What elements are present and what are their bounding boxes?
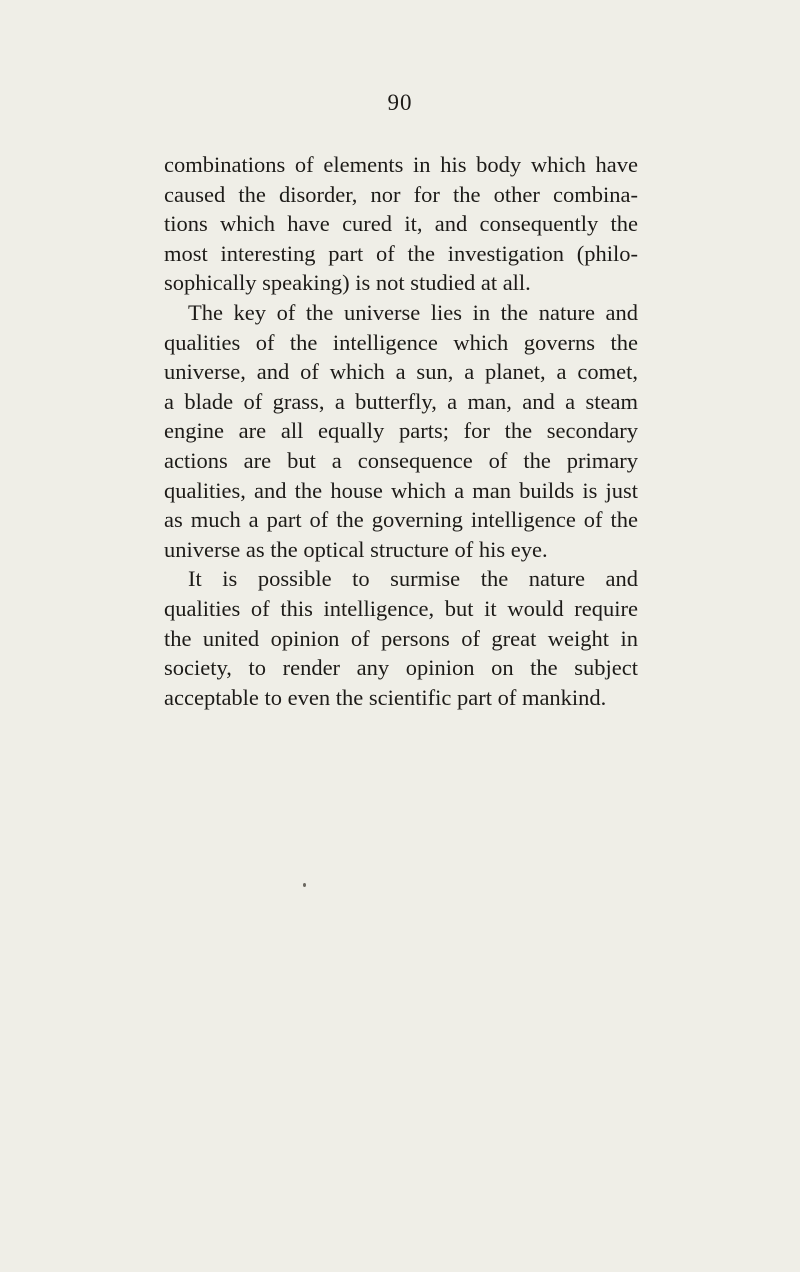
text-line: qualities, and the house which a man builds is just — [164, 477, 638, 503]
text-line: qualities of this intelligence, but it would require — [164, 595, 638, 621]
page-number: 90 — [387, 90, 413, 115]
text-line: qualities of the intelligence which governs the — [164, 329, 638, 355]
text-line: the united opinion of persons of great weight in — [164, 625, 638, 651]
paper-speck — [303, 883, 306, 887]
text-line: The key of the universe lies in the nature and — [188, 299, 638, 325]
text-line: acceptable to even the scientific part of mankind. — [164, 684, 607, 710]
text-line: society, to render any opinion on the subject — [164, 655, 638, 681]
text-line: sophically speaking) is not studied at all. — [164, 270, 531, 296]
text-line: a blade of grass, a butterfly, a man, and a steam — [164, 388, 638, 414]
text-line: as much a part of the governing intelligence of the — [164, 507, 638, 533]
body-text — [164, 150, 638, 712]
text-line: combinations of elements in his body which have — [164, 152, 638, 177]
text-line: caused the disorder, nor for the other combina- — [164, 181, 638, 207]
text-line: actions are but a consequence of the primary — [164, 447, 638, 473]
text-line: tions which have cured it, and consequently the — [164, 211, 638, 237]
text-line: It is possible to surmise the nature and — [188, 566, 638, 592]
text-line: universe as the optical structure of his eye. — [164, 536, 548, 562]
text-line: engine are all equally parts; for the secondary — [164, 418, 638, 444]
text-line: most interesting part of the investigation (philo- — [164, 240, 638, 266]
text-line: universe, and of which a sun, a planet, a comet, — [164, 359, 638, 385]
